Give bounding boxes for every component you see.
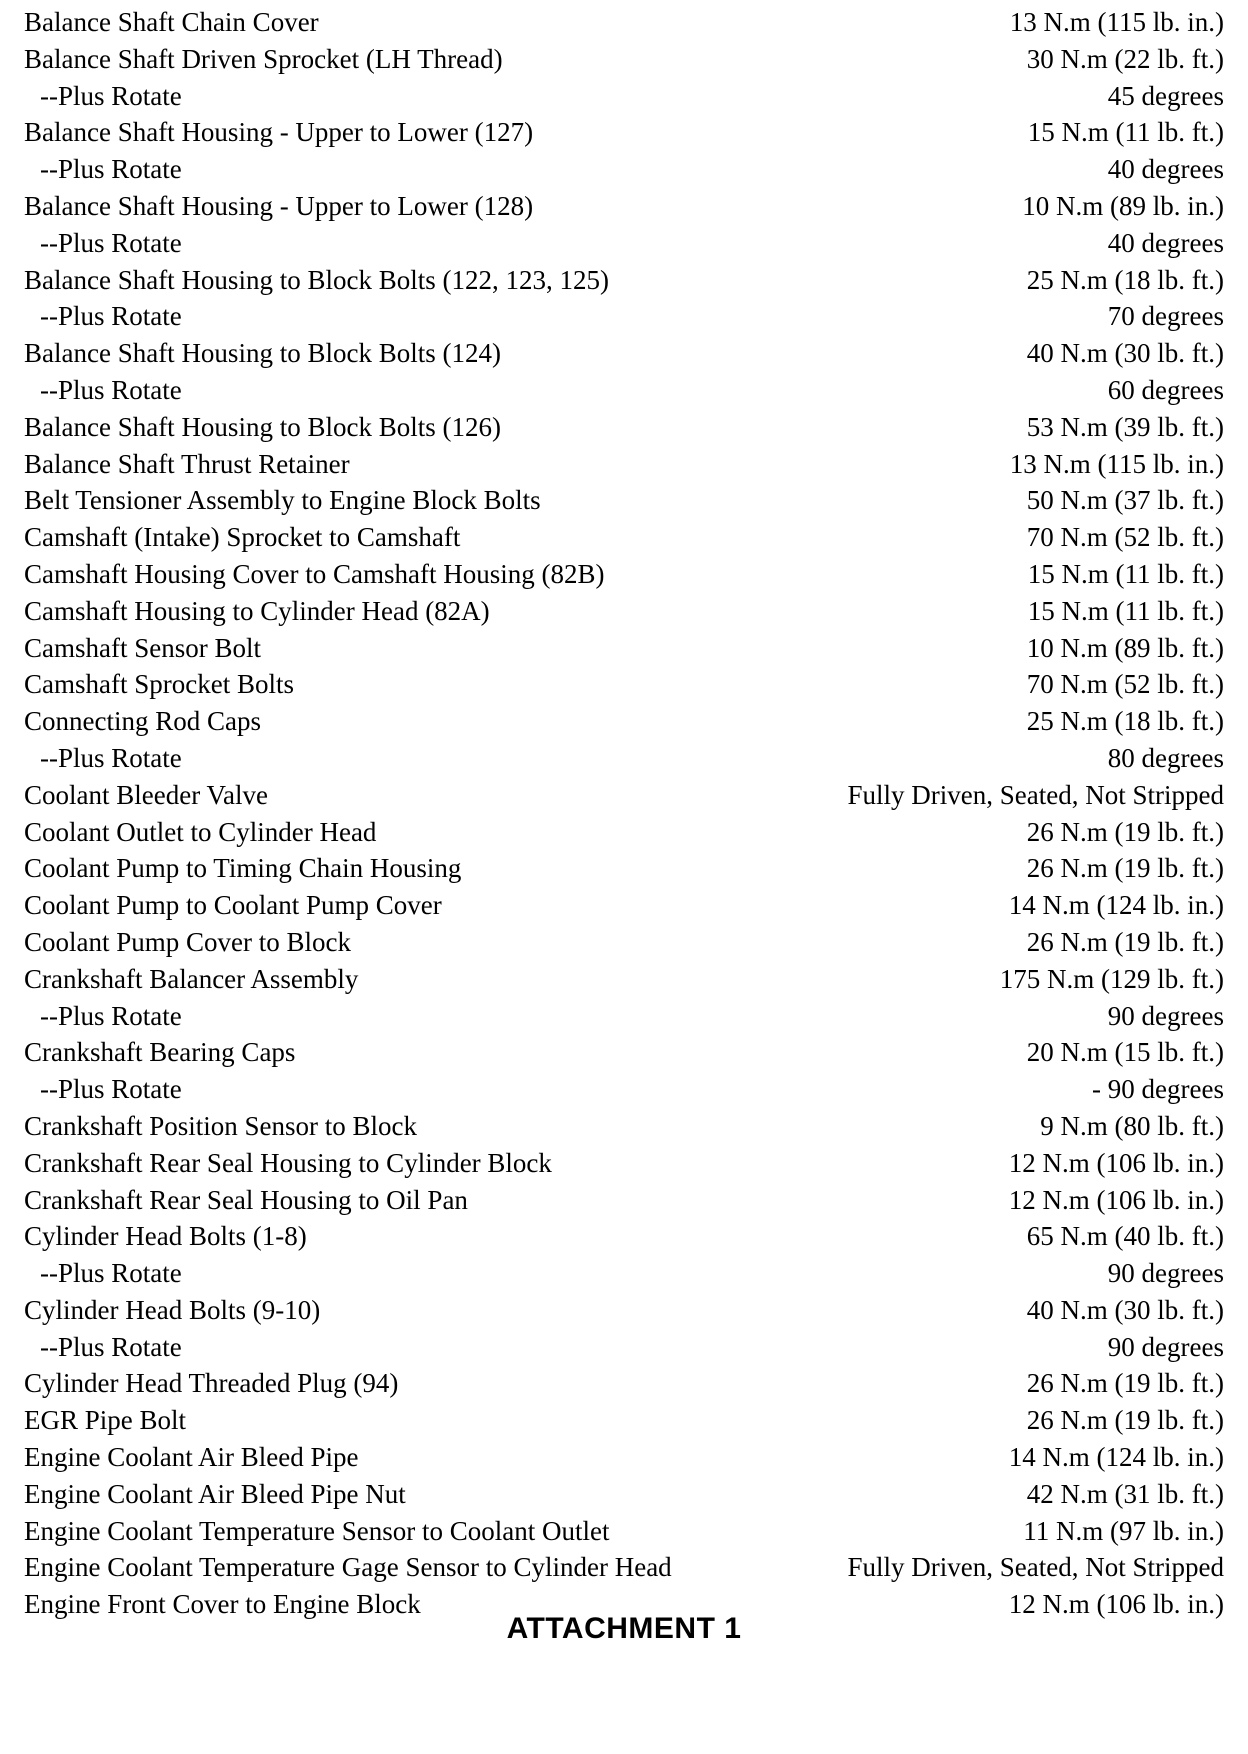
spec-torque-value: 14 N.m (124 lb. in.) bbox=[1008, 890, 1224, 921]
spec-row bbox=[24, 262, 1224, 299]
spec-row bbox=[24, 1402, 1224, 1439]
spec-torque-value: - 90 degrees bbox=[1092, 1074, 1224, 1105]
spec-item-label: Crankshaft Balancer Assembly bbox=[24, 963, 359, 994]
spec-torque-value: 40 N.m (30 lb. ft.) bbox=[1026, 1294, 1224, 1325]
spec-torque-value: 40 N.m (30 lb. ft.) bbox=[1026, 338, 1224, 369]
spec-item-label: --Plus Rotate bbox=[40, 1074, 182, 1105]
spec-row bbox=[24, 1145, 1224, 1182]
spec-row bbox=[24, 556, 1224, 593]
spec-item-label: Camshaft Housing to Cylinder Head (82A) bbox=[24, 595, 490, 626]
spec-item-label: Balance Shaft Housing to Block Bolts (122, 123, 125) bbox=[24, 264, 609, 295]
spec-torque-value: 175 N.m (129 lb. ft.) bbox=[999, 963, 1224, 994]
spec-torque-value: 20 N.m (15 lb. ft.) bbox=[1026, 1037, 1224, 1068]
spec-item-label: Crankshaft Rear Seal Housing to Cylinder Block bbox=[24, 1147, 552, 1178]
spec-torque-value: 90 degrees bbox=[1107, 1258, 1224, 1289]
spec-torque-value: 10 N.m (89 lb. in.) bbox=[1022, 190, 1224, 221]
spec-row-plus-rotate bbox=[24, 151, 1224, 188]
spec-item-label: Engine Coolant Air Bleed Pipe bbox=[24, 1442, 359, 1473]
spec-row bbox=[24, 1108, 1224, 1145]
spec-item-label: Cylinder Head Threaded Plug (94) bbox=[24, 1368, 399, 1399]
spec-item-label: --Plus Rotate bbox=[40, 227, 182, 258]
spec-torque-value: 26 N.m (19 lb. ft.) bbox=[1026, 1368, 1224, 1399]
spec-item-label: Balance Shaft Thrust Retainer bbox=[24, 448, 350, 479]
spec-item-label: Balance Shaft Housing - Upper to Lower (127) bbox=[24, 117, 534, 148]
spec-item-label: --Plus Rotate bbox=[40, 1331, 182, 1362]
spec-row-plus-rotate bbox=[24, 740, 1224, 777]
spec-item-label: Cylinder Head Bolts (1-8) bbox=[24, 1221, 307, 1252]
spec-item-label: --Plus Rotate bbox=[40, 80, 182, 111]
spec-torque-value: 30 N.m (22 lb. ft.) bbox=[1026, 43, 1224, 74]
spec-item-label: --Plus Rotate bbox=[40, 742, 182, 773]
spec-torque-value: 10 N.m (89 lb. ft.) bbox=[1026, 632, 1224, 663]
spec-torque-value: Fully Driven, Seated, Not Stripped bbox=[847, 779, 1224, 810]
spec-item-label: Cylinder Head Bolts (9-10) bbox=[24, 1294, 321, 1325]
spec-torque-value: 90 degrees bbox=[1107, 1000, 1224, 1031]
spec-row-plus-rotate bbox=[24, 372, 1224, 409]
spec-torque-value: 42 N.m (31 lb. ft.) bbox=[1026, 1478, 1224, 1509]
spec-item-label: --Plus Rotate bbox=[40, 301, 182, 332]
spec-row bbox=[24, 335, 1224, 372]
spec-row bbox=[24, 887, 1224, 924]
spec-torque-value: 26 N.m (19 lb. ft.) bbox=[1026, 853, 1224, 884]
spec-torque-value: 9 N.m (80 lb. ft.) bbox=[1040, 1110, 1224, 1141]
spec-row-plus-rotate bbox=[24, 1255, 1224, 1292]
spec-row bbox=[24, 1218, 1224, 1255]
spec-torque-value: 15 N.m (11 lb. ft.) bbox=[1027, 595, 1224, 626]
spec-torque-value: 25 N.m (18 lb. ft.) bbox=[1026, 706, 1224, 737]
spec-row bbox=[24, 4, 1224, 41]
spec-item-label: Camshaft Sensor Bolt bbox=[24, 632, 261, 663]
spec-row bbox=[24, 409, 1224, 446]
spec-row-plus-rotate bbox=[24, 1071, 1224, 1108]
spec-torque-value: 11 N.m (97 lb. in.) bbox=[1023, 1515, 1224, 1546]
spec-item-label: Coolant Pump to Timing Chain Housing bbox=[24, 853, 462, 884]
spec-torque-value: 40 degrees bbox=[1107, 227, 1224, 258]
spec-row-plus-rotate bbox=[24, 298, 1224, 335]
spec-item-label: Balance Shaft Chain Cover bbox=[24, 7, 319, 37]
spec-torque-value: 60 degrees bbox=[1107, 374, 1224, 405]
spec-torque-value: 45 degrees bbox=[1107, 80, 1224, 111]
spec-row bbox=[24, 1182, 1224, 1219]
spec-item-label: Engine Coolant Temperature Sensor to Coolant Outlet bbox=[24, 1515, 610, 1546]
spec-row bbox=[24, 1476, 1224, 1513]
spec-item-label: Coolant Pump to Coolant Pump Cover bbox=[24, 890, 442, 921]
spec-item-label: Crankshaft Bearing Caps bbox=[24, 1037, 296, 1068]
spec-row bbox=[24, 850, 1224, 887]
spec-torque-value: 13 N.m (115 lb. in.) bbox=[1009, 7, 1224, 37]
spec-torque-value: 70 degrees bbox=[1107, 301, 1224, 332]
spec-item-label: Crankshaft Position Sensor to Block bbox=[24, 1110, 417, 1141]
spec-item-label: Camshaft Housing Cover to Camshaft Housing (82B) bbox=[24, 558, 605, 589]
spec-item-label: Coolant Bleeder Valve bbox=[24, 779, 268, 810]
spec-torque-value: 12 N.m (106 lb. in.) bbox=[1008, 1147, 1224, 1178]
spec-row-plus-rotate bbox=[24, 998, 1224, 1035]
spec-torque-value: 50 N.m (37 lb. ft.) bbox=[1026, 485, 1224, 516]
spec-row bbox=[24, 814, 1224, 851]
spec-row bbox=[24, 777, 1224, 814]
spec-row bbox=[24, 1513, 1224, 1550]
spec-torque-value: 70 N.m (52 lb. ft.) bbox=[1026, 669, 1224, 700]
spec-torque-value: 12 N.m (106 lb. in.) bbox=[1008, 1589, 1224, 1620]
spec-row bbox=[24, 1034, 1224, 1071]
attachment-title: ATTACHMENT 1 bbox=[506, 1612, 742, 1645]
spec-row bbox=[24, 703, 1224, 740]
spec-item-label: Balance Shaft Housing to Block Bolts (124) bbox=[24, 338, 501, 369]
spec-torque-value: 14 N.m (124 lb. in.) bbox=[1008, 1442, 1224, 1473]
spec-torque-value: 80 degrees bbox=[1107, 742, 1224, 773]
spec-item-label: Belt Tensioner Assembly to Engine Block Bolts bbox=[24, 485, 541, 516]
spec-item-label: Balance Shaft Housing - Upper to Lower (128) bbox=[24, 190, 534, 221]
spec-torque-value: 26 N.m (19 lb. ft.) bbox=[1026, 1405, 1224, 1436]
spec-item-label: Balance Shaft Housing to Block Bolts (126) bbox=[24, 411, 501, 442]
spec-torque-value: 65 N.m (40 lb. ft.) bbox=[1026, 1221, 1224, 1252]
spec-row bbox=[24, 1365, 1224, 1402]
spec-torque-value: 70 N.m (52 lb. ft.) bbox=[1026, 522, 1224, 553]
spec-row bbox=[24, 41, 1224, 78]
spec-item-label: Connecting Rod Caps bbox=[24, 706, 261, 737]
spec-row bbox=[24, 1439, 1224, 1476]
spec-row bbox=[24, 519, 1224, 556]
spec-torque-value: 15 N.m (11 lb. ft.) bbox=[1027, 558, 1224, 589]
spec-item-label: Balance Shaft Driven Sprocket (LH Thread) bbox=[24, 43, 503, 74]
spec-torque-value: 15 N.m (11 lb. ft.) bbox=[1027, 117, 1224, 148]
spec-torque-value: 53 N.m (39 lb. ft.) bbox=[1026, 411, 1224, 442]
spec-item-label: Engine Coolant Temperature Gage Sensor to Cylinder Head bbox=[24, 1552, 672, 1583]
spec-row bbox=[24, 188, 1224, 225]
spec-torque-value: Fully Driven, Seated, Not Stripped bbox=[847, 1552, 1224, 1583]
spec-row bbox=[24, 593, 1224, 630]
spec-row bbox=[24, 114, 1224, 151]
spec-row bbox=[24, 1292, 1224, 1329]
spec-item-label: Coolant Pump Cover to Block bbox=[24, 926, 351, 957]
spec-row bbox=[24, 666, 1224, 703]
spec-item-label: --Plus Rotate bbox=[40, 1258, 182, 1289]
spec-torque-value: 90 degrees bbox=[1107, 1331, 1224, 1362]
spec-item-label: Engine Front Cover to Engine Block bbox=[24, 1589, 421, 1620]
spec-row bbox=[24, 446, 1224, 483]
spec-row bbox=[24, 961, 1224, 998]
spec-item-label: Coolant Outlet to Cylinder Head bbox=[24, 816, 377, 847]
spec-row-plus-rotate bbox=[24, 225, 1224, 262]
spec-row bbox=[24, 630, 1224, 667]
spec-torque-value: 26 N.m (19 lb. ft.) bbox=[1026, 926, 1224, 957]
spec-row bbox=[24, 482, 1224, 519]
spec-row-plus-rotate bbox=[24, 78, 1224, 115]
spec-torque-value: 13 N.m (115 lb. in.) bbox=[1009, 448, 1224, 479]
spec-item-label: Engine Coolant Air Bleed Pipe Nut bbox=[24, 1478, 406, 1509]
spec-item-label: --Plus Rotate bbox=[40, 1000, 182, 1031]
spec-torque-value: 26 N.m (19 lb. ft.) bbox=[1026, 816, 1224, 847]
spec-item-label: --Plus Rotate bbox=[40, 154, 182, 185]
spec-torque-value: 25 N.m (18 lb. ft.) bbox=[1026, 264, 1224, 295]
spec-item-label: EGR Pipe Bolt bbox=[24, 1405, 187, 1436]
spec-item-label: Crankshaft Rear Seal Housing to Oil Pan bbox=[24, 1184, 468, 1215]
torque-spec-list bbox=[24, 4, 1224, 1623]
spec-row bbox=[24, 1549, 1224, 1586]
spec-item-label: --Plus Rotate bbox=[40, 374, 182, 405]
spec-row-plus-rotate bbox=[24, 1329, 1224, 1366]
spec-row bbox=[24, 924, 1224, 961]
spec-torque-value: 40 degrees bbox=[1107, 154, 1224, 185]
spec-item-label: Camshaft (Intake) Sprocket to Camshaft bbox=[24, 522, 461, 553]
spec-item-label: Camshaft Sprocket Bolts bbox=[24, 669, 294, 700]
spec-torque-value: 12 N.m (106 lb. in.) bbox=[1008, 1184, 1224, 1215]
